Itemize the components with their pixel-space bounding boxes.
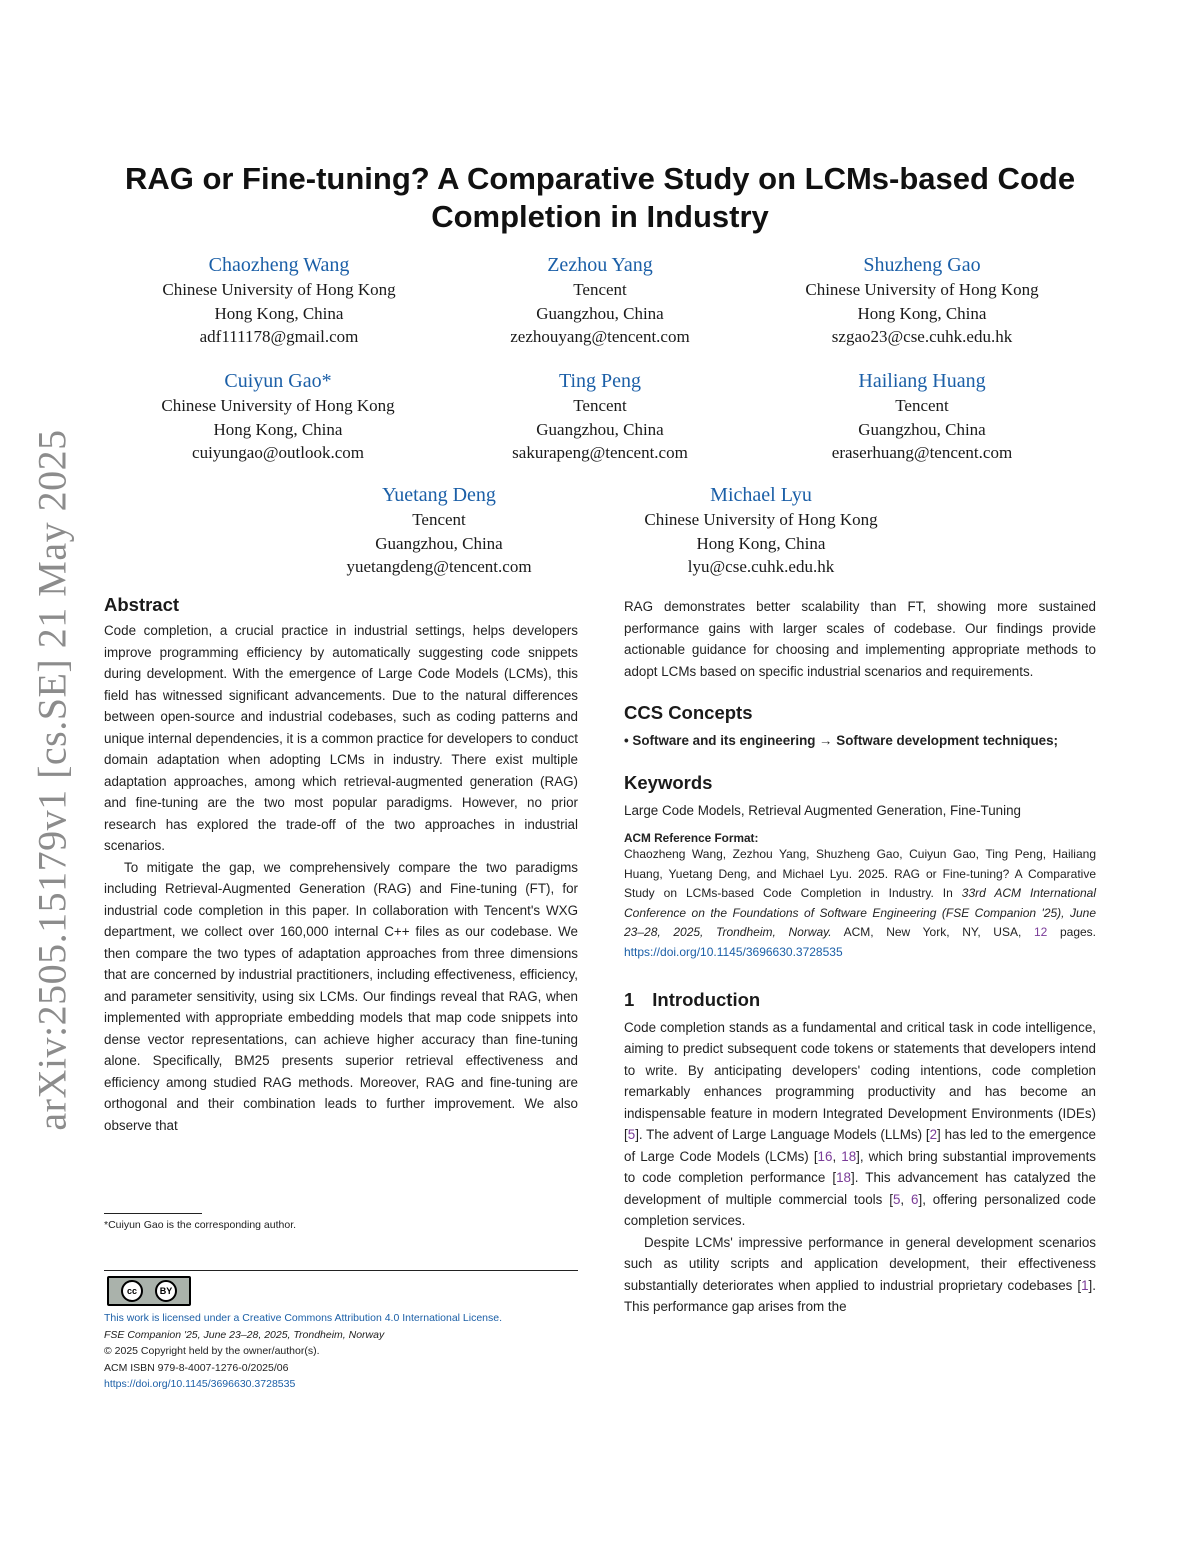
citation-link[interactable]: 16 — [817, 1148, 833, 1164]
author-location: Guangzhou, China — [375, 533, 503, 553]
acm-ref-publisher: ACM, New York, NY, USA, — [843, 925, 1022, 940]
author-name: Hailiang Huang — [858, 370, 986, 392]
keywords-heading: Keywords — [624, 771, 713, 793]
author-affiliation: Chinese University of Hong Kong — [162, 280, 396, 299]
author-affiliation: Tencent — [412, 510, 466, 529]
author-location: Guangzhou, China — [858, 419, 986, 439]
intro-paragraph-2 — [624, 1232, 1096, 1318]
author-affiliation: Chinese University of Hong Kong — [161, 396, 395, 415]
left-column — [104, 594, 578, 1136]
citation-link[interactable]: 6 — [911, 1191, 919, 1207]
copyright-line: © 2025 Copyright held by the owner/author(s). — [104, 1345, 320, 1357]
author-block — [591, 482, 931, 579]
author-email: zezhouyang@tencent.com — [510, 327, 690, 346]
author-name: Yuetang Deng — [382, 484, 496, 506]
intro-text: ]. This advancement has catalyzed the development of multiple commercial tools [ — [624, 1170, 1096, 1207]
arxiv-identifier-stamp: arXiv:2505.15179v1 [cs.SE] 21 May 2025 — [29, 429, 75, 1131]
author-email: yuetangdeng@tencent.com — [346, 557, 532, 576]
author-block — [752, 368, 1092, 465]
abstract-heading: Abstract — [104, 594, 180, 615]
ccs-heading: CCS Concepts — [624, 702, 753, 723]
author-location: Hong Kong, China — [696, 533, 826, 553]
author-name: Shuzheng Gao — [863, 254, 981, 276]
acm-ref-heading: ACM Reference Format: — [624, 831, 759, 845]
author-block — [752, 252, 1092, 349]
author-location: Hong Kong, China — [857, 303, 987, 323]
intro-text: Despite LCMs' impressive performance in general development scenarios such as utility scripts and application development, their effectiveness substantially deteriorates when applied to industrial proprietary codebases [ — [624, 1234, 1096, 1293]
intro-text: ]. This performance gap arises from the — [624, 1277, 1096, 1315]
author-block — [109, 252, 449, 349]
paper-title-line-1: RAG or Fine-tuning? A Comparative Study on LCMs-based Code — [124, 161, 1076, 196]
author-name: Ting Peng — [558, 370, 642, 392]
section-title: Introduction — [652, 988, 761, 1010]
doi-link[interactable]: https://doi.org/10.1145/3696630.3728535 — [104, 1378, 296, 1390]
author-name: Michael Lyu — [710, 484, 812, 506]
intro-text: ], which bring substantial improvements to code completion performance [ — [624, 1148, 1096, 1186]
author-email: szgao23@cse.cuhk.edu.hk — [831, 327, 1013, 346]
author-affiliation: Chinese University of Hong Kong — [644, 510, 878, 529]
author-email: eraserhuang@tencent.com — [831, 443, 1013, 462]
author-email: cuiyungao@outlook.com — [192, 443, 364, 462]
intro-text: ], offering personalized code completion services. — [624, 1191, 1096, 1229]
author-affiliation: Chinese University of Hong Kong — [805, 280, 1039, 299]
venue-line: FSE Companion '25, June 23–28, 2025, Trondheim, Norway — [104, 1328, 385, 1341]
author-affiliation: Tencent — [573, 280, 627, 299]
intro-text: ]. The advent of Large Language Models (LLMs) [ — [635, 1127, 930, 1143]
author-name: Cuiyun Gao* — [224, 370, 332, 392]
acm-ref-authors: Chaozheng Wang, Zezhou Yang, Shuzheng Gao, Cuiyun Gao, Ting Peng, Hailiang Huang, Yuetang Deng, and Michael Lyu. 2025. RAG or Fine-tuning? A Comparative Study on LCMs-based Code Completion in Industry. In — [624, 847, 1096, 901]
paper-title-line-2: Completion in Industry — [431, 199, 769, 234]
citation-link[interactable]: 18 — [836, 1170, 852, 1186]
author-location: Hong Kong, China — [214, 303, 344, 323]
license-block — [104, 1310, 584, 1393]
author-affiliation: Tencent — [573, 396, 627, 415]
acm-ref-pages-number[interactable]: 12 — [1033, 925, 1048, 940]
creative-commons-badge[interactable] — [107, 1276, 191, 1306]
acm-ref-doi-link[interactable]: https://doi.org/10.1145/3696630.3728535 — [624, 944, 843, 959]
intro-text: , — [900, 1191, 912, 1207]
introduction-heading — [624, 989, 1096, 1011]
acm-ref-venue: 33rd ACM International Conference on the Foundations of Software Engineering (FSE Companion '25), June 23–28, 2025, Trondheim, Norway. — [624, 886, 1097, 940]
author-block — [108, 368, 448, 465]
cc-icon: cc — [121, 1280, 143, 1302]
author-block — [430, 252, 770, 349]
citation-link[interactable]: 5 — [627, 1127, 636, 1143]
paper-title — [100, 160, 1100, 236]
citation-link[interactable]: 5 — [892, 1191, 901, 1207]
abstract-paragraph-3: RAG demonstrates better scalability than FT, showing more sustained performance gains with larger scales of codebase. Our findings provide actionable guidance for choosing and implementing appropriate methods to adopt LCMs based on specific industrial scenarios and requirements. — [624, 599, 1096, 679]
license-link[interactable]: This work is licensed under a Creative Commons Attribution 4.0 International License. — [104, 1312, 503, 1324]
keywords-text: Large Code Models, Retrieval Augmented Generation, Fine-Tuning — [624, 802, 1021, 818]
right-column — [624, 596, 1096, 1318]
citation-link[interactable]: 18 — [841, 1148, 857, 1164]
intro-text: Code completion stands as a fundamental and critical task in code intelligence, aiming to predict subsequent code tokens or statements that developers intend to write. By anticipating developers' coding intentions, code completion remarkably enhances programming productivity and has become an indispensable feature in modern Integrated Development Environments (IDEs) [ — [624, 1019, 1096, 1143]
author-name: Zezhou Yang — [547, 254, 653, 276]
intro-text: , — [832, 1148, 842, 1164]
author-block — [430, 368, 770, 465]
author-block — [269, 482, 609, 579]
intro-text: ] has led to the emergence of Large Code Models (LCMs) [ — [624, 1127, 1096, 1164]
author-location: Hong Kong, China — [213, 419, 343, 439]
ccs-concepts-text: • Software and its engineering → Software development techniques; — [624, 733, 1059, 748]
author-location: Guangzhou, China — [536, 419, 664, 439]
footnote-rule — [104, 1213, 202, 1214]
by-attribution-icon: BY — [155, 1280, 177, 1302]
acm-ref-pages-word: pages. — [1059, 925, 1097, 940]
abstract-paragraph-1: Code completion, a crucial practice in industrial settings, helps developers improve programming efficiency by automatically suggesting code snippets during development. With the emergence of Large Code Models (LCMs), this field has witnessed significant advancements. Due to the natural differences between open-source and industrial codebases, such as coding patterns and unique internal dependencies, it is a common practice for developers to conduct domain adaptation when adopting LCMs in industry. There exist multiple adaptation approaches, among which retrieval-augmented generation (RAG) and fine-tuning are the two most popular paradigms. However, no prior research has explored the trade-off of the two approaches in industrial scenarios. — [104, 623, 578, 853]
section-number: 1 — [624, 988, 635, 1010]
citation-link[interactable]: 1 — [1081, 1277, 1089, 1293]
acm-ref-text — [624, 845, 1096, 963]
author-name: Chaozheng Wang — [208, 254, 350, 276]
citation-link[interactable]: 2 — [929, 1127, 938, 1143]
author-email: adf111178@gmail.com — [199, 327, 359, 346]
isbn-line: ACM ISBN 979-8-4007-1276-0/2025/06 — [104, 1361, 289, 1374]
intro-paragraph-1 — [624, 1017, 1096, 1232]
author-email: sakurapeng@tencent.com — [512, 443, 688, 462]
license-rule — [104, 1270, 578, 1271]
author-email: lyu@cse.cuhk.edu.hk — [687, 557, 835, 576]
author-affiliation: Tencent — [895, 396, 949, 415]
abstract-paragraph-2: To mitigate the gap, we comprehensively compare the two paradigms including Retrieval-Augmented Generation (RAG) and Fine-tuning (FT), for industrial code completion in this paper. In collaboration with Tencent's WXG department, we collect over 160,000 internal C++ files as our codebase. We then compare the two types of adaptation approaches from three dimensions that are concerned by industrial practitioners, including effectiveness, efficiency, and parameter sensitivity, using six LCMs. Our findings reveal that RAG, when implemented with appropriate embedding models that map code snippets into dense vector representations, can achieve higher accuracy than fine-tuning alone. Specifically, BM25 presents superior retrieval effectiveness and efficiency among studied RAG methods. Moreover, RAG and fine-tuning are orthogonal and their combination leads to further improvement. We also observe that — [104, 859, 578, 1133]
corresponding-author-footnote: *Cuiyun Gao is the corresponding author. — [104, 1219, 297, 1231]
author-location: Guangzhou, China — [536, 303, 664, 323]
